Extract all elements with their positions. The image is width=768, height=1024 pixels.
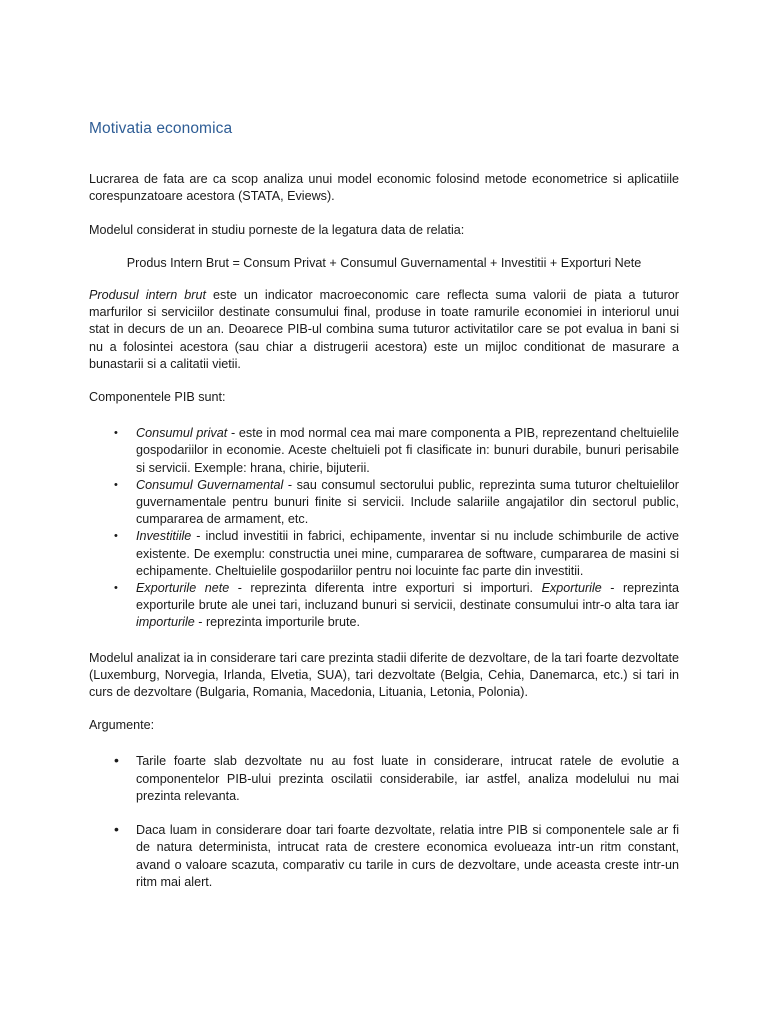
intro-paragraph: Lucrarea de fata are ca scop analiza unui model economic folosind metode econometrice si aplicatiile corespunzatoare acestora (STATA, Eviews). bbox=[89, 172, 679, 204]
gdp-term: Produsul intern brut bbox=[89, 288, 206, 303]
bullet-icon: • bbox=[114, 478, 118, 491]
argument-text: Tarile foarte slab dezvoltate nu au fost luate in considerare, intrucat ratele de evolutie a componentelor PIB-ului prezinta oscilatii considerabile, iar astfel, analiza modelului nu mai prezinta relevanta. bbox=[136, 754, 679, 803]
component-text: - sau consumul sectorului public, reprezinta suma tuturor cheltuielilor guvernamentale pentru bunuri finite si servicii. Include salariile angajatilor din sectorul public, cumpararea de armament, etc. bbox=[136, 477, 679, 527]
gdp-definition: este un indicator macroeconomic care reflecta suma valorii de piata a tuturor marfurilor si serviciilor destinate consumului final, produse in toate ramurile economiei in interiorul unui stat in decurs de un an. Deoarece PIB-ul combina suma tuturor activitatilor care se pot evalua in bani si nu a folosintei acestora (sau chiar a distrugerii acestora) este un mijloc conditionat de masurare a bunastarii si a calitatii vietii. bbox=[89, 288, 679, 371]
bullet-icon: • bbox=[114, 427, 118, 440]
bullet-icon: • bbox=[114, 821, 119, 838]
component-text: - includ investitii in fabrici, echipamente, inventar si nu include schimburile de active existente. De exemplu: constructia unei mine, cumpararea de software, cumpararea de masini si echipamente. Cheltuielile gospodariilor pentru noi locuinte fac parte din investitii. bbox=[136, 529, 679, 578]
components-heading: Componentele PIB sunt: bbox=[89, 390, 226, 405]
arguments-list bbox=[89, 753, 679, 890]
list-item-argument-1 bbox=[89, 753, 679, 805]
components-list bbox=[89, 425, 679, 631]
bullet-icon: • bbox=[114, 530, 118, 543]
model-countries-paragraph: Modelul analizat ia in considerare tari care prezinta stadii diferite de dezvoltare, de la tari foarte dezvoltate (Luxemburg, Norvegia, Irlanda, Elvetia, SUA), tari dezvoltate (Belgia, Cehia, Danemarca, etc.) si tari in curs de dezvoltare (Bulgaria, Romania, Macedonia, Lituania, Letonia, Polonia). bbox=[89, 650, 679, 700]
list-item-government-consumption bbox=[89, 477, 679, 529]
list-item-argument-2 bbox=[89, 822, 679, 891]
component-text: - este in mod normal cea mai mare componenta a PIB, reprezentand cheltuielile gospodariilor in economie. Aceste cheltuieli pot fi clasificate in: bunuri durabile, bunuri perisabile si servicii. Exemple: hrana, chirie, bijuterii. bbox=[136, 426, 679, 475]
bullet-icon: • bbox=[114, 752, 119, 769]
imports-text: - reprezinta importurile brute. bbox=[194, 615, 360, 630]
exports-term: Exporturile nete bbox=[136, 581, 230, 596]
argument-text: Daca luam in considerare doar tari foarte dezvoltate, relatia intre PIB si componentele sale ar fi de natura determinista, intrucat rata de crestere economica evolueaza intr-un ritm constant, avand o valoare scazuta, comparativ cu tarile in curs de dezvoltare, unde aceasta creste intr-un ritm mai alert. bbox=[136, 823, 679, 889]
list-item-net-exports bbox=[89, 580, 679, 632]
gdp-formula: Produs Intern Brut = Consum Privat + Consumul Guvernamental + Investitii + Exporturi Nete bbox=[126, 255, 642, 270]
arguments-heading: Argumente: bbox=[89, 718, 155, 733]
page-title: Motivatia economica bbox=[89, 120, 233, 137]
document-body bbox=[89, 120, 679, 908]
list-item-private-consumption bbox=[89, 425, 679, 477]
exports-term-gross: Exporturile bbox=[541, 581, 602, 596]
model-paragraph: Modelul considerat in studiu porneste de la legatura data de relatia: bbox=[89, 222, 465, 237]
component-term: Investitiile bbox=[136, 529, 192, 544]
exports-text: - reprezinta diferenta intre exporturi si importuri. bbox=[229, 581, 542, 596]
exports-gross-text: - reprezinta exporturile brute ale unei tari, incluzand bunuri si servicii, destinate consumului intr-o alta tara iar bbox=[136, 581, 679, 613]
imports-term: importurile bbox=[136, 615, 195, 630]
gdp-definition-paragraph bbox=[89, 287, 679, 373]
component-term: Consumul privat bbox=[136, 426, 228, 441]
bullet-icon: • bbox=[114, 582, 118, 595]
list-item-investments bbox=[89, 528, 679, 580]
component-term: Consumul Guvernamental bbox=[136, 477, 284, 492]
